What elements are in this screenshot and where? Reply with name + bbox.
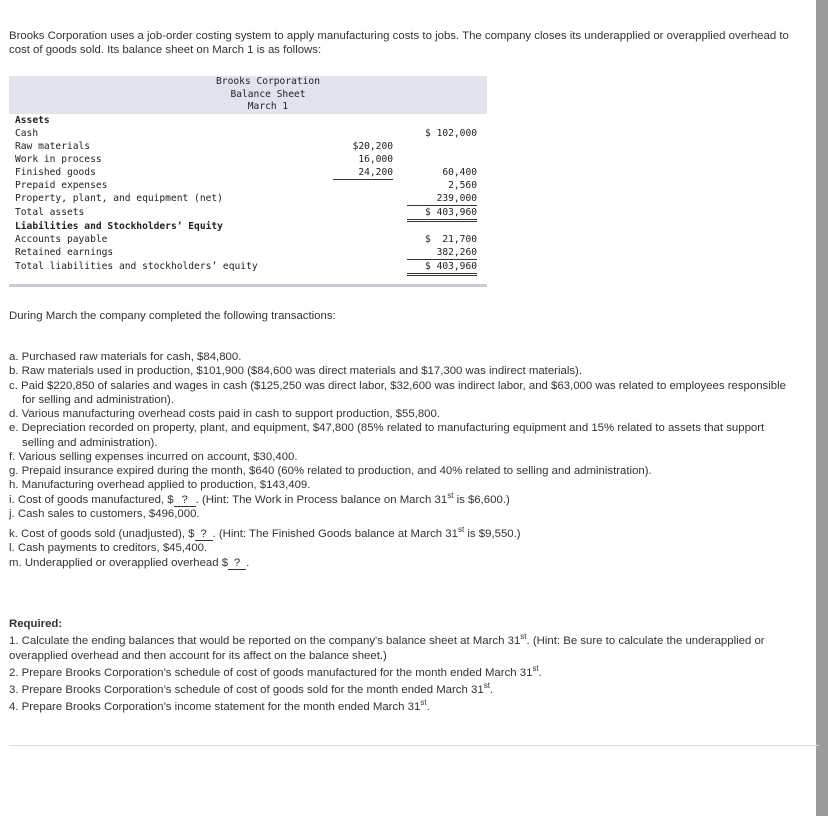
transaction-k-blank: ?: [195, 529, 213, 541]
transaction-c: c. Paid $220,850 of salaries and wages in cash ($125,250 was direct labor, $32,600 was indirect labor, and $63,000 was related to employees responsible for selling and administration).: [9, 379, 786, 406]
raw-label: Raw materials: [15, 141, 91, 152]
during-text: During March the company completed the following transactions:: [9, 310, 336, 322]
transaction-k-text: k. Cost of goods sold (unadjusted), $: [9, 528, 195, 540]
required-1-sup: st: [520, 632, 527, 642]
intro-text: Brooks Corporation uses a job-order costing system to apply manufacturing costs to jobs. The company closes its underapplied or overapplied overhead to cost of goods sold. Its balance sheet on March 1 is as follows:: [9, 30, 789, 57]
transaction-i-text: i. Cost of goods manufactured, $: [9, 493, 174, 506]
transaction-j: j. Cash sales to customers, $496,000.: [9, 507, 200, 520]
transaction-a: a. Purchased raw materials for cash, $84,800.: [9, 351, 242, 363]
ppe-value: 239,000: [407, 192, 477, 206]
transaction-h: h. Manufacturing overhead applied to production, $143,409.: [9, 479, 311, 492]
required-3-end: .: [489, 684, 494, 696]
fg-value: 24,200: [333, 166, 393, 180]
raw-value: $20,200: [352, 141, 393, 152]
transaction-i-sup: st: [447, 490, 454, 500]
transaction-k: [9, 527, 799, 541]
bs-date: March 1: [247, 101, 289, 112]
right-scroll-edge: [816, 0, 828, 816]
total-le-value: $ 403,960: [407, 260, 477, 276]
transaction-i-hint: . (Hint: The Work in Process balance on March 31: [195, 493, 448, 506]
required-3-sup: st: [483, 681, 490, 691]
transaction-f: f. Various selling expenses incurred on account, $30,400.: [9, 450, 298, 463]
transaction-d: d. Various manufacturing overhead costs paid in cash to support production, $55,800.: [9, 408, 441, 420]
required-3-text: 3. Prepare Brooks Corporation’s schedule of cost of goods sold for the month ended March 31: [9, 684, 484, 696]
wip-value: 16,000: [358, 154, 393, 165]
transaction-k-sup: st: [457, 525, 465, 535]
total-assets-label: Total assets: [15, 207, 85, 218]
wip-label: Work in process: [15, 154, 102, 165]
required-1-text: 1. Calculate the ending balances that would be reported on the company's balance sheet at March 31: [9, 635, 521, 648]
required-1: [9, 634, 799, 663]
required-2-text: 2. Prepare Brooks Corporation’s schedule of cost of goods manufactured for the month ended March 31: [9, 666, 533, 679]
required-4-sup: st: [420, 698, 427, 708]
ap-value: $ 21,700: [425, 234, 477, 245]
required-3: [9, 683, 799, 697]
transaction-i-blank: ?: [174, 495, 196, 507]
re-label: Retained earnings: [15, 247, 114, 258]
transaction-b: b. Raw materials used in production, $101,900 ($84,600 was direct materials and $17,300 was indirect materials).: [9, 365, 583, 378]
intro-paragraph: [9, 29, 799, 58]
required-2-end: .: [538, 666, 542, 679]
transaction-l: l. Cash payments to creditors, $45,400.: [9, 542, 208, 555]
transaction-g: g. Prepaid insurance expired during the month, $640 (60% related to production, and 40% related to selling and administration).: [9, 465, 652, 477]
balance-sheet-header: [9, 76, 487, 114]
required-4-end: .: [426, 701, 430, 714]
required-4: [9, 700, 799, 714]
cash-value: $ 102,000: [425, 128, 477, 139]
ap-label: Accounts payable: [15, 234, 108, 245]
required-2: [9, 663, 799, 680]
prepaid-label: Prepaid expenses: [15, 180, 108, 191]
re-value: 382,260: [407, 246, 477, 260]
balance-sheet: [9, 76, 487, 287]
total-assets-value: $ 403,960: [407, 206, 477, 222]
assets-heading: Assets: [15, 115, 50, 126]
transaction-i-end: is $6,600.): [453, 493, 510, 506]
bs-title: Balance Sheet: [230, 88, 306, 100]
transaction-e: e. Depreciation recorded on property, plant, and equipment, $47,800 (85% related to manufacturing equipment and 15% related to assets that support selling and administration).: [9, 422, 765, 449]
inventory-total: 60,400: [442, 167, 477, 178]
cash-label: Cash: [15, 128, 39, 139]
required-2-sup: st: [532, 663, 539, 673]
fg-label: Finished goods: [15, 167, 96, 178]
total-le-label: Total liabilities and stockholders’ equity: [15, 261, 258, 272]
transaction-k-hint: . (Hint: The Finished Goods balance at March 31: [212, 528, 458, 540]
prepaid-value: 2,560: [448, 180, 477, 191]
required-section: [9, 617, 799, 718]
transaction-m: [9, 556, 799, 570]
liabilities-heading: Liabilities and Stockholders’ Equity: [15, 221, 223, 232]
required-1-hint: . (Hint: Be sure to calculate the underapplied or overapplied overhead and then account for its affect on the balance sheet.): [9, 635, 765, 662]
required-title: Required:: [9, 618, 63, 630]
required-4-text: 4. Prepare Brooks Corporation’s income statement for the month ended March 31: [9, 701, 421, 714]
transaction-m-end: .: [246, 556, 250, 569]
bs-company: Brooks Corporation: [216, 76, 320, 87]
transaction-m-text: m. Underapplied or overapplied overhead $: [9, 556, 229, 569]
ppe-label: Property, plant, and equipment (net): [15, 193, 223, 204]
transaction-k-end: is $9,550.): [464, 528, 521, 540]
balance-sheet-body: [9, 114, 487, 287]
bottom-divider: [9, 745, 819, 746]
transaction-m-blank: ?: [228, 558, 246, 570]
transaction-i: [9, 490, 799, 507]
transactions-list: [9, 350, 799, 570]
